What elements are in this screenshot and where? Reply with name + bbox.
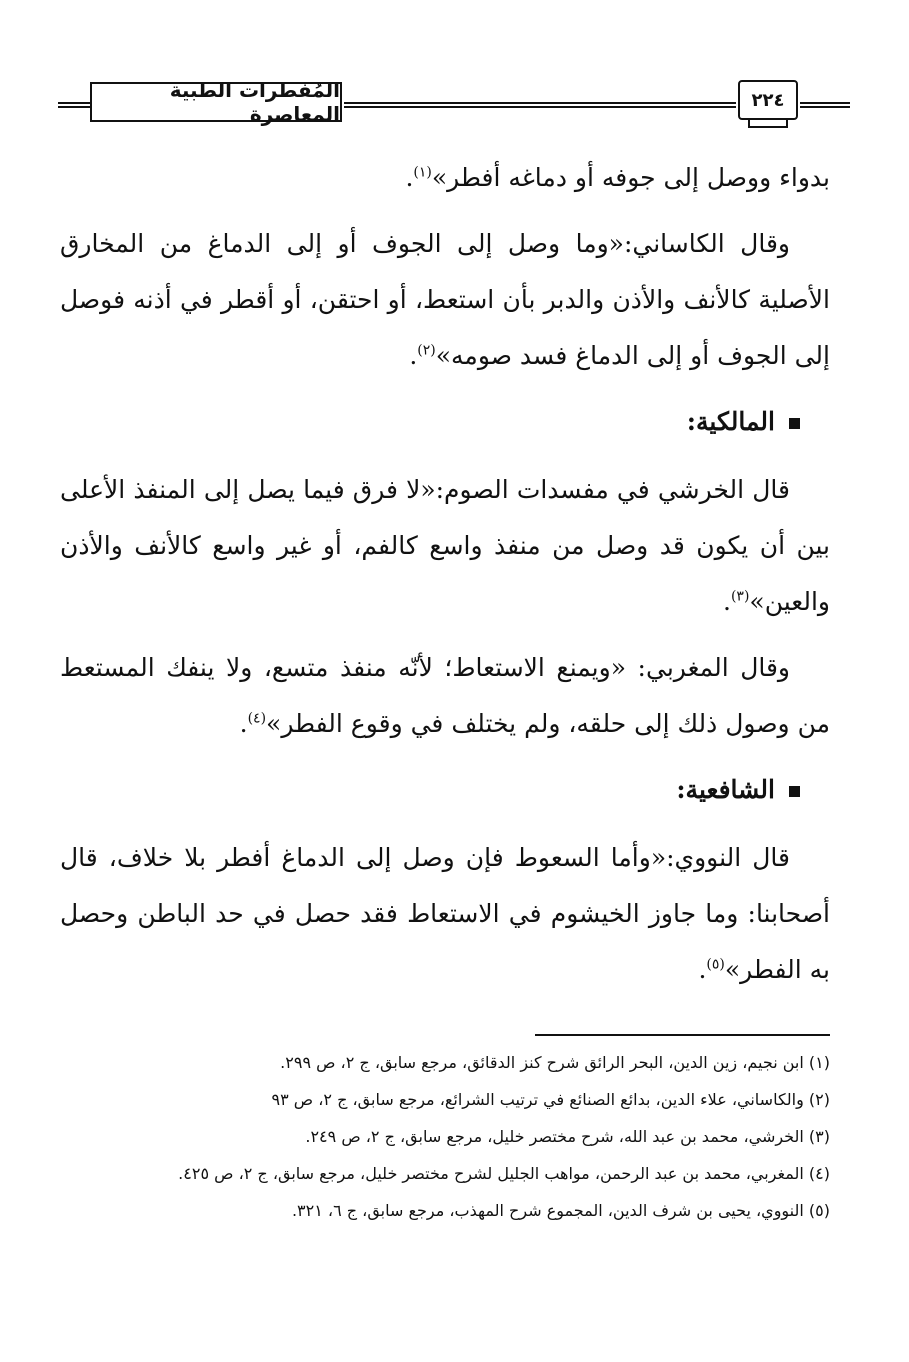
paragraph-kharashi: قال الخرشي في مفسدات الصوم:«لا فرق فيما يصل إلى المنفذ الأعلى بين أن يكون قد وصل من منفذ واسع كالفم، أو غير واسع كالأنف والأذن والعين»$^{(٣)}$.	[60, 475, 830, 616]
heading-shafii: الشافعية:	[60, 762, 830, 818]
footnote-2: (٢) والكاساني، علاء الدين، بدائع الصنائع في ترتيب الشرائع، مرجع سابق، ج ٢، ص ٩٣	[271, 1090, 830, 1109]
book-title: المُفطرات الطبية المعاصرة	[90, 82, 342, 122]
page-body	[60, 150, 830, 1008]
footnote-ref-1: (١)	[413, 164, 432, 181]
footnote-separator	[535, 1034, 830, 1036]
footnote-ref-2: (٢)	[417, 342, 436, 359]
footnote-3: (٣) الخرشي، محمد بن عبد الله، شرح مختصر خليل، مرجع سابق، ج ٢، ص ٢٤٩.	[305, 1127, 830, 1146]
paragraph-continuation: بدواء ووصل إلى جوفه أو دماغه أفطر»$^{(١)}$.	[405, 163, 830, 192]
paragraph-nawawi: قال النووي:«وأما السعوط فإن وصل إلى الدماغ أفطر بلا خلاف، قال أصحابنا: وما جاوز الخيشوم في الاستعاط فقد حصل في حد الباطن وحصل به الفطر»$^{(٥)}$.	[60, 843, 830, 984]
page-number: ٢٢٤	[738, 80, 798, 120]
square-bullet-icon	[789, 786, 800, 797]
footnote-5: (٥) النووي، يحيى بن شرف الدين، المجموع شرح المهذب، مرجع سابق، ج ٦، ٣٢١.	[291, 1201, 830, 1220]
header-rule-right	[800, 102, 850, 108]
page-number-tab	[748, 120, 788, 128]
heading-maliki: المالكية:	[60, 394, 830, 450]
header-rule-middle	[344, 102, 736, 108]
square-bullet-icon	[789, 418, 800, 429]
paragraph-kasani: وقال الكاساني:«وما وصل إلى الجوف أو إلى الدماغ من المخارق الأصلية كالأنف والأذن والدبر بأن استعط، أو احتقن، أو أقطر في أذنه فوصل إلى الجوف أو إلى الدماغ فسد صومه»$^{(٢)}$.	[60, 229, 830, 370]
header-rule-left	[58, 102, 90, 108]
footnote-4: (٤) المغربي، محمد بن عبد الرحمن، مواهب الجليل لشرح مختصر خليل، مرجع سابق، ج ٢، ص ٤٢٥.	[178, 1164, 830, 1183]
footnotes	[60, 1044, 830, 1229]
page-header	[58, 76, 850, 134]
footnote-ref-3: (٣)	[730, 588, 750, 605]
footnote-ref-4: (٤)	[247, 710, 267, 727]
footnote-ref-5: (٥)	[706, 956, 725, 973]
paragraph-maghribi: وقال المغربي: «ويمنع الاستعاط؛ لأنّه منفذ متسع، ولا ينفك المستعط من وصول ذلك إلى حلقه، ولم يختلف في وقوع الفطر»$^{(٤)}$.	[60, 653, 830, 738]
footnote-1: (١) ابن نجيم، زين الدين، البحر الرائق شرح كنز الدقائق، مرجع سابق، ج ٢، ص ٢٩٩.	[280, 1053, 830, 1072]
